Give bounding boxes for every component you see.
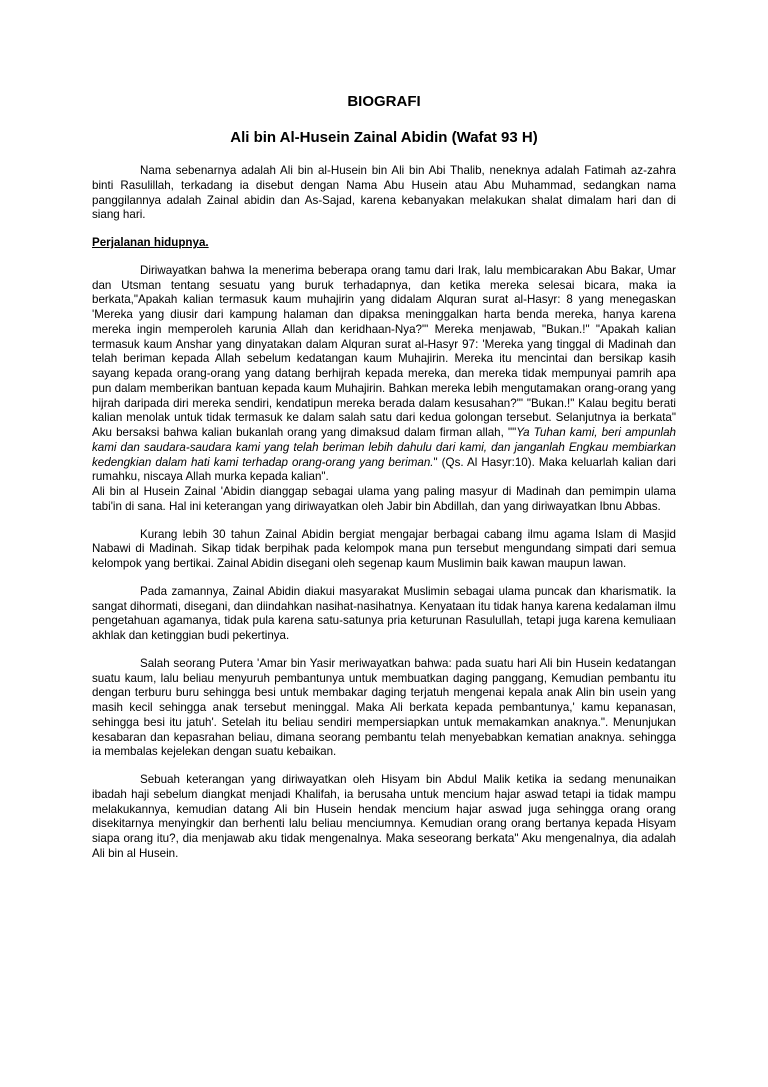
- paragraph-3: Pada zamannya, Zainal Abidin diakui masyarakat Muslimin sebagai ulama puncak dan kharismatik. Ia sangat dihormati, disegani, dan diindahkan nasihat-nasihatnya. Kenyataan itu tidak hanya karena kedalaman ilmu pengetahuan agamanya, tidak pula karena satu-satunya pria keturunan Rasulullah, tetapi juga karena kemuliaan akhlak dan ketinggian budi pekertinya.: [92, 584, 676, 642]
- paragraph-1-tail: " (Qs. Al Hasyr:10). Maka keluarlah kalian dari rumahku, niscaya Allah murka kepada kalian".: [92, 455, 676, 484]
- paragraph-4: Salah seorang Putera 'Amar bin Yasir meriwayatkan bahwa: pada suatu hari Ali bin Husein kedatangan suatu kaum, lalu beliau menyuruh pembantunya untuk membuatkan daging panggang, Kemudian pembantu itu dengan terburu buru sehingga besi untuk membakar daging terjatuh mengenai kepala anak Alin bin usein yang masih kecil sehingga anak tersebut meninggal. Maka Ali berkata kepada pembantunya,' kamu kepanasan, sehingga besi itu jatuh'. Setelah itu beliau sendiri mempersiapkan untuk memakamkan anaknya.". Menunjukan kesabaran dan kepasrahan beliau, dimana seorang pembantu telah menyebabkan kematian anaknya. sehingga ia membalas kejelekan dengan suatu kebaikan.: [92, 656, 676, 759]
- paragraph-5: Sebuah keterangan yang diriwayatkan oleh Hisyam bin Abdul Malik ketika ia sedang menunaikan ibadah haji sebelum diangkat menjadi Khalifah, ia berusaha untuk mencium hajar aswad tetapi ia tidak mampu melakukannya, kemudian datang Ali bin Husein hendak mencium hajar aswad juga sehingga orang orang disekitarnya menyingkir dan berhenti lalu beliau menciumnya. Kemudian orang orang bertanya kepada Hisyam siapa orang itu?, dia menjawab aku tidak mengenalnya. Maka seseorang berkata" Aku mengenalnya, dia adalah Ali bin al Husein.: [92, 773, 676, 860]
- paragraph-1-text: Diriwayatkan bahwa Ia menerima beberapa orang tamu dari Irak, lalu membicarakan Abu Bakar, Umar dan Utsman tentang sesuatu yang buruk terhadapnya, dan ketika mereka selesai bicara, maka ia berkata,"Apakah kalian termasuk kaum muhajirin yang didalam Alquran surat al-Hasyr: 8 yang menegaskan 'Mereka yang diusir dari kampung halaman dan dipaksa meninggalkan harta benda mereka, hanya karena mereka ingin memperoleh karunia Allah dan keridhaan-Nya?"' Mereka menjawab, "Bukan.!" "Apakah kalian termasuk kaum Anshar yang dinyatakan dalam Alquran surat al-Hasyr 97: 'Mereka yang tinggal di Madinah dan telah beriman kepada Allah sebelum kedatangan kaum Muhajirin. Mereka itu mencintai dan bersikap kasih sayang kepada orang-orang yang datang berhijrah kepada mereka, dan mereka tidak mempunyai pamrih apa pun dalam memberikan bantuan kepada kaum Muhajirin. Bahkan mereka lebih mengutamakan orang-orang yang hijrah daripada diri mereka sendiri, kendatipun mereka berada dalam kesusahan?"' "Bukan.!" Kalau begitu berati kalian menolak untuk tidak termasuk ke dalam salah satu dari kedua golongan tersebut. Selanjutnya ia berkata" Aku bersaksi bahwa kalian bukanlah orang yang dimaksud dalam firman allah, "": [92, 263, 676, 439]
- paragraph-1: [92, 264, 676, 485]
- document-body: [92, 164, 676, 875]
- section-heading: Perjalanan hidupnya.: [92, 236, 209, 249]
- document-title: BIOGRAFI: [347, 93, 421, 110]
- document-subtitle: Ali bin Al-Husein Zainal Abidin (Wafat 93 H): [230, 129, 538, 146]
- paragraph-2: Kurang lebih 30 tahun Zainal Abidin bergiat mengajar berbagai cabang ilmu agama Islam di Masjid Nabawi di Madinah. Sikap tidak berpihak pada kelompok mana pun tersebut mengundang simpati dari semua kelompok yang bertikai. Zainal Abidin disegani oleh segenap kaum Muslimin baik kawan maupun lawan.: [92, 527, 676, 570]
- paragraph-1-quote: Ya Tuhan kami, beri ampunlah kami dan saudara-saudara kami yang telah beriman lebih dahulu dari kami, dan janganlah Engkau membiarkan kedengkian dalam hati kami terhadap orang-orang yang beriman.: [92, 426, 676, 469]
- paragraph-1b: Ali bin al Husein Zainal 'Abidin dianggap sebagai ulama yang paling masyur di Madinah dan pemimpin ulama tabi'in di sana. Hal ini keterangan yang diriwayatkan oleh Jabir bin Abdillah, dan yang diriwayatkan Ibnu Abbas.: [92, 485, 676, 513]
- intro-paragraph: Nama sebenarnya adalah Ali bin al-Husein bin Ali bin Abi Thalib, neneknya adalah Fatimah az-zahra binti Rasulillah, terkadang ia disebut dengan Nama Abu Husein atau Abu Muhammad, sedangkan nama panggilannya adalah Zainal abidin dan As-Sajad, karena kebanyakan melakukan shalat dimalam hari dan di siang hari.: [92, 164, 676, 222]
